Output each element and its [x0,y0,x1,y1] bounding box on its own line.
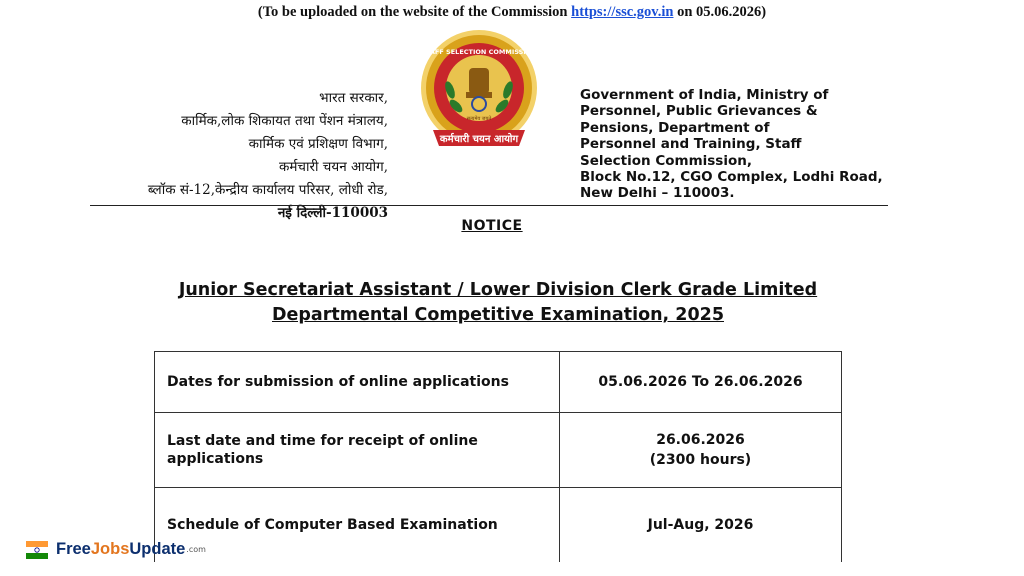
brand-update: Update [129,540,186,558]
upload-note-suffix: on 05.06.2026) [673,4,767,20]
notice-heading: NOTICE [461,218,523,234]
schedule-value-main: Jul-Aug, 2026 [647,517,754,533]
hindi-address-line: भारत सरकार, [319,90,388,106]
header-divider [90,205,888,206]
exam-title-line1: Junior Secretariat Assistant / Lower Division Clerk Grade Limited [178,280,818,300]
schedule-table [154,351,842,562]
english-address-line: Block No.12, CGO Complex, Lodhi Road, [580,169,883,186]
schedule-value-sub: (2300 hours) [649,452,752,468]
english-address-block [580,87,883,202]
brand-name [56,540,185,559]
schedule-label: Schedule of Computer Based Examination [155,488,560,563]
schedule-value-main: 26.06.2026 [656,432,745,448]
exam-title [0,278,996,328]
schedule-label: Last date and time for receipt of online applications [155,413,560,488]
emblem-motto: सत्यमेव जयते [466,116,492,122]
ssc-emblem-logo [403,26,555,156]
hindi-address-line: नई दिल्ली-110003 [277,205,388,221]
ssc-website-link[interactable]: https://ssc.gov.in [571,4,674,20]
hindi-address-line: कर्मचारी चयन आयोग, [278,159,388,175]
table-row [155,488,842,563]
emblem-top-text: STAFF SELECTION COMMISSION [421,48,537,56]
schedule-value-main: 05.06.2026 To 26.06.2026 [598,374,803,390]
english-address-line: Government of India, Ministry of [580,87,829,103]
upload-note-prefix: (To be uploaded on the website of the Commission [257,4,572,20]
english-address-line: Pensions, Department of [580,119,770,136]
schedule-label: Dates for submission of online applications [155,352,560,413]
brand-domain: .com [186,545,206,554]
hindi-address-line: कार्मिक,लोक शिकायत तथा पेंशन मंत्रालय, [181,113,388,129]
upload-note [0,4,1024,21]
hindi-address-line: कार्मिक एवं प्रशिक्षण विभाग, [248,136,388,152]
brand-free: Free [56,540,91,558]
schedule-value [560,352,842,413]
india-flag-icon [26,541,48,559]
schedule-value [560,413,842,488]
emblem-ribbon-text: कर्मचारी चयन आयोग [439,134,519,145]
english-address-line: Personnel, Public Grievances & [580,103,818,120]
hindi-address-line: ब्लॉक सं-12,केन्द्रीय कार्यालय परिसर, लोधी रोड, [147,182,388,198]
table-row [155,352,842,413]
english-address-line: New Delhi – 110003. [580,185,735,202]
english-address-line: Personnel and Training, Staff [580,136,802,153]
exam-title-line2: Departmental Competitive Examination, 2025 [272,305,724,325]
english-address-line: Selection Commission, [580,152,752,169]
table-row [155,413,842,488]
schedule-value [560,488,842,563]
watermark-brand [26,540,206,559]
brand-jobs: Jobs [90,540,130,558]
